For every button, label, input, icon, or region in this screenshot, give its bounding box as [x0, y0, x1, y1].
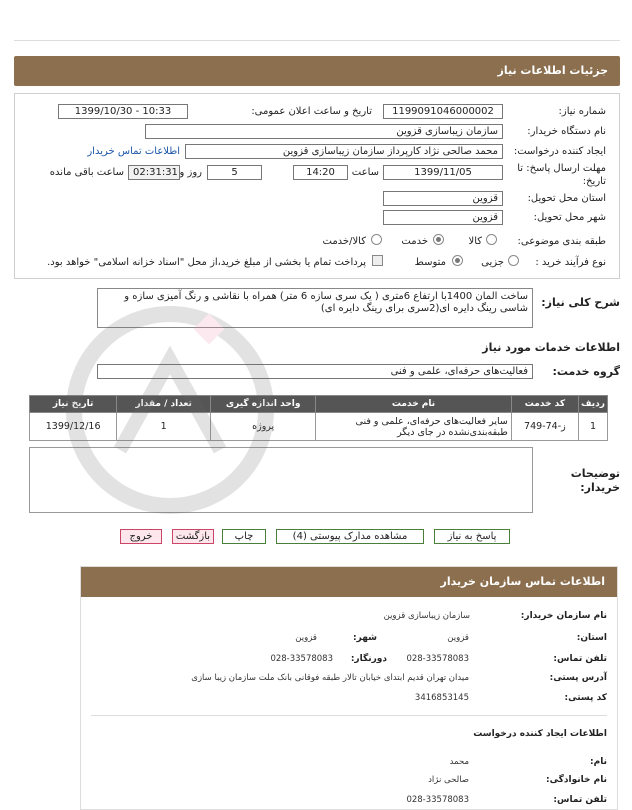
address-label-card: آدرس پستی:	[549, 673, 607, 683]
province-label: استان محل تحویل:	[527, 193, 606, 204]
org-label: نام سازمان خریدار:	[520, 611, 607, 621]
province-field[interactable]: قزوین	[383, 191, 503, 206]
postal-label-card: کد پستی:	[564, 693, 607, 703]
service-group-label: گروه خدمت:	[552, 365, 620, 378]
col-row: ردیف	[578, 396, 607, 413]
buyer-org-label: نام دستگاه خریدار:	[527, 126, 606, 137]
cell-code: ز-74-749	[511, 413, 578, 441]
deadline-label-date: تاریخ:	[582, 176, 606, 187]
first-name-label: نام:	[590, 757, 607, 767]
city-label-card: شهر:	[353, 633, 377, 643]
fax-value-card: 028-33578083	[270, 654, 333, 664]
process-type-label: نوع فرآیند خرید :	[535, 257, 606, 268]
category-label: طبقه بندی موضوعی:	[517, 236, 606, 247]
last-name-label: نام خانوادگی:	[545, 775, 607, 785]
city-value-card: قزوین	[295, 633, 317, 643]
fax-label-card: دورنگار:	[350, 654, 387, 664]
creator-info-title: اطلاعات ایجاد کننده درخواست	[473, 729, 607, 739]
buyer-contact-link[interactable]: اطلاعات تماس خریدار	[87, 146, 180, 157]
days-remaining-field[interactable]: 5	[207, 165, 262, 180]
creator-field[interactable]: محمد صالحی نژاد کارپرداز سازمان زیباسازی قزوین	[185, 144, 503, 159]
process-minor-label: جزیی	[481, 257, 504, 268]
phone-label-card: تلفن تماس:	[553, 654, 607, 664]
remaining-time-label: ساعت باقی مانده	[49, 167, 124, 178]
buyer-org-field[interactable]: سازمان زیباسازی قزوین	[145, 124, 503, 139]
page-title: جزئیات اطلاعات نیاز	[14, 56, 620, 86]
col-code: کد خدمت	[511, 396, 578, 413]
deadline-date-field[interactable]: 1399/11/05	[383, 165, 503, 180]
cell-date: 1399/12/16	[30, 413, 117, 441]
need-number-label: شماره نیاز:	[558, 106, 606, 117]
process-minor-radio[interactable]	[508, 255, 519, 266]
creator-phone-label: تلفن تماس:	[553, 795, 607, 805]
city-field[interactable]: قزوین	[383, 210, 503, 225]
remaining-time-field[interactable]: 02:31:31	[128, 165, 180, 180]
creator-label: ایجاد کننده درخواست:	[513, 146, 606, 157]
attachments-button[interactable]: مشاهده مدارک پیوستی (4)	[276, 529, 424, 544]
deadline-time-field[interactable]: 14:20	[293, 165, 348, 180]
col-qty: تعداد / مقدار	[117, 396, 211, 413]
card-divider	[91, 715, 607, 716]
cell-unit: پروژه	[211, 413, 316, 441]
province-value-card: قزوین	[447, 633, 469, 643]
announce-date-field[interactable]: 1399/10/30 - 10:33	[58, 104, 188, 119]
need-number-field[interactable]: 1199091046000002	[383, 104, 503, 119]
col-unit: واحد اندازه گیری	[211, 396, 316, 413]
treasury-payment-note: پرداخت تمام یا بخشی از مبلغ خرید،از محل "اسناد خزانه اسلامی" خواهد بود.	[47, 257, 366, 268]
col-name: نام خدمت	[316, 396, 512, 413]
phone-value-card: 028-33578083	[406, 654, 469, 664]
cell-name: سایر فعالیت‌های حرفه‌ای، علمی و فنی طبقه‌بندی‌نشده در جای دیگر	[316, 413, 512, 441]
address-value-card: میدان تهران قدیم ابتدای خیابان تالار طبقه فوقانی بانک ملت سازمان زیبا سازی	[191, 673, 469, 683]
category-goods-service-label: کالا/خدمت	[322, 236, 366, 247]
contact-card-title: اطلاعات تماس سازمان خریدار	[81, 567, 617, 597]
cell-row: 1	[578, 413, 607, 441]
process-medium-radio[interactable]	[452, 255, 463, 266]
service-group-field[interactable]: فعالیت‌های حرفه‌ای، علمی و فنی	[97, 364, 533, 379]
org-value: سازمان زیباسازی قزوین	[383, 611, 470, 621]
summary-textarea[interactable]: ساخت المان 1400با ارتفاع 6متری ( یک سری سازه 6 متر) همراه با نقاشی و رنگ آمیزی سازه و شاسی رینگ دایره ای(2سری برای رینگ دایره ای)	[97, 288, 533, 328]
category-service-label: خدمت	[401, 236, 428, 247]
buyer-notes-label-2: خریدار:	[580, 481, 620, 494]
deadline-label: مهلت ارسال پاسخ: تا	[517, 163, 606, 174]
reply-button[interactable]: پاسخ به نیاز	[434, 529, 510, 544]
buyer-contact-card	[80, 566, 618, 810]
category-service-radio[interactable]	[433, 234, 444, 245]
city-label: شهر محل تحویل:	[533, 212, 606, 223]
category-goods-service-radio[interactable]	[371, 234, 382, 245]
province-label-card: استان:	[576, 633, 607, 643]
last-name-value: صالحی نژاد	[428, 775, 469, 785]
col-date: تاریخ نیاز	[30, 396, 117, 413]
postal-value-card: 3416853145	[414, 693, 469, 703]
buyer-notes-label: توضیحات	[570, 467, 620, 480]
exit-button[interactable]: خروج	[120, 529, 162, 544]
first-name-value: محمد	[449, 757, 469, 767]
category-goods-radio[interactable]	[486, 234, 497, 245]
back-button[interactable]: بازگشت	[172, 529, 214, 544]
cell-qty: 1	[117, 413, 211, 441]
creator-phone-value: 028-33578083	[406, 795, 469, 805]
top-divider	[14, 40, 620, 41]
category-goods-label: کالا	[468, 236, 482, 247]
services-title: اطلاعات خدمات مورد نیاز	[482, 341, 620, 354]
watermark-logo-icon	[60, 300, 280, 520]
process-medium-label: متوسط	[414, 257, 446, 268]
print-button[interactable]: چاپ	[222, 529, 266, 544]
days-label: روز و	[179, 167, 202, 178]
treasury-payment-checkbox[interactable]	[372, 255, 383, 266]
deadline-time-label: ساعت	[351, 167, 379, 178]
announce-label: تاریخ و ساعت اعلان عمومی:	[251, 106, 372, 117]
need-details-form	[14, 93, 620, 279]
summary-label: شرح کلی نیاز:	[541, 296, 620, 309]
